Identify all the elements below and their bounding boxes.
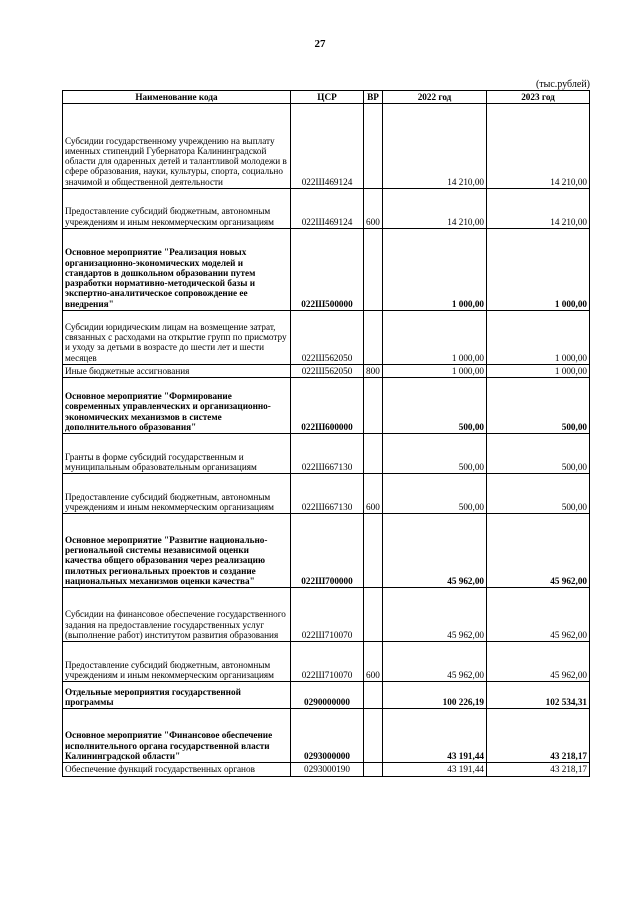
header-csr: ЦСР — [291, 91, 364, 104]
row-name: Иные бюджетные ассигнования — [63, 365, 291, 378]
table-row — [63, 434, 590, 474]
row-csr: 022Ш469124 — [291, 104, 364, 189]
row-vr — [364, 434, 383, 474]
row-name: Гранты в форме субсидий государственным и муниципальным образовательным организациям — [63, 434, 291, 474]
row-2023: 45 962,00 — [487, 642, 590, 682]
table-row — [63, 311, 590, 365]
table-row — [63, 474, 590, 514]
row-name: Субсидии государственному учреждению на выплату именных стипендий Губернатора Калининградской области для одаренных детей и талантливой молодежи в сфере образования, науки, культуры, спорта, социально значимой и общественной деятельности — [63, 104, 291, 189]
row-name: Субсидии юридическим лицам на возмещение затрат, связанных с расходами на открытие групп по присмотру и уходу за детьми в возрасте до шести лет и шести месяцев — [63, 311, 291, 365]
row-csr: 022Ш667130 — [291, 474, 364, 514]
row-2023: 500,00 — [487, 378, 590, 434]
row-name: Основное мероприятие "Формирование современных управленческих и организационно-экономических механизмов в системе дополнительного образования" — [63, 378, 291, 434]
row-vr: 600 — [364, 642, 383, 682]
row-csr: 022Ш710070 — [291, 588, 364, 642]
row-2023: 1 000,00 — [487, 311, 590, 365]
row-2023: 1 000,00 — [487, 229, 590, 311]
row-csr: 0290000000 — [291, 682, 364, 709]
row-vr — [364, 514, 383, 588]
row-vr — [364, 378, 383, 434]
row-name: Отдельные мероприятия государственной программы — [63, 682, 291, 709]
row-2022: 45 962,00 — [383, 514, 487, 588]
table-row — [63, 104, 590, 189]
row-csr: 022Ш562050 — [291, 311, 364, 365]
row-vr — [364, 311, 383, 365]
row-2023: 102 534,31 — [487, 682, 590, 709]
table-row — [63, 189, 590, 229]
row-csr: 022Ш667130 — [291, 434, 364, 474]
table-row — [63, 229, 590, 311]
row-vr — [364, 229, 383, 311]
header-2023: 2023 год — [487, 91, 590, 104]
row-2023: 500,00 — [487, 434, 590, 474]
header-2022: 2022 год — [383, 91, 487, 104]
row-vr — [364, 104, 383, 189]
row-2023: 45 962,00 — [487, 588, 590, 642]
budget-table — [62, 90, 590, 777]
row-2022: 14 210,00 — [383, 104, 487, 189]
row-name: Субсидии на финансовое обеспечение государственного задания на предоставление государственных услуг (выполнение работ) институтом развития образования — [63, 588, 291, 642]
row-name: Предоставление субсидий бюджетным, автономным учреждениям и иным некоммерческим организациям — [63, 189, 291, 229]
table-row — [63, 365, 590, 378]
header-name: Наименование кода — [63, 91, 291, 104]
row-csr: 022Ш710070 — [291, 642, 364, 682]
table-row — [63, 588, 590, 642]
row-2022: 500,00 — [383, 378, 487, 434]
row-csr: 022Ш469124 — [291, 189, 364, 229]
table-row — [63, 763, 590, 776]
table-row — [63, 682, 590, 709]
row-2023: 500,00 — [487, 474, 590, 514]
row-2022: 1 000,00 — [383, 311, 487, 365]
table-row — [63, 642, 590, 682]
row-csr: 022Ш600000 — [291, 378, 364, 434]
row-vr — [364, 763, 383, 776]
row-vr — [364, 588, 383, 642]
table-row — [63, 514, 590, 588]
row-name: Основное мероприятие "Финансовое обеспечение исполнительного органа государственной власти Калининградской области" — [63, 709, 291, 763]
row-vr — [364, 709, 383, 763]
row-2023: 1 000,00 — [487, 365, 590, 378]
table-row — [63, 709, 590, 763]
row-2022: 100 226,19 — [383, 682, 487, 709]
table-row — [63, 378, 590, 434]
row-2022: 45 962,00 — [383, 588, 487, 642]
row-name: Обеспечение функций государственных органов — [63, 763, 291, 776]
row-2023: 14 210,00 — [487, 104, 590, 189]
row-vr: 600 — [364, 474, 383, 514]
row-vr — [364, 682, 383, 709]
units-label: (тыс.рублей) — [535, 79, 590, 90]
row-2023: 14 210,00 — [487, 189, 590, 229]
row-2022: 14 210,00 — [383, 189, 487, 229]
row-name: Предоставление субсидий бюджетным, автономным учреждениям и иным некоммерческим организациям — [63, 474, 291, 514]
row-2022: 1 000,00 — [383, 229, 487, 311]
row-vr: 800 — [364, 365, 383, 378]
row-name: Основное мероприятие "Реализация новых организационно-экономических моделей и стандартов в дошкольном образовании путем разработки нормативно-методической базы и экспертно-аналитическое сопровождение ее внедрения" — [63, 229, 291, 311]
row-2022: 1 000,00 — [383, 365, 487, 378]
row-2022: 500,00 — [383, 474, 487, 514]
row-name: Предоставление субсидий бюджетным, автономным учреждениям и иным некоммерческим организациям — [63, 642, 291, 682]
row-2022: 45 962,00 — [383, 642, 487, 682]
row-name: Основное мероприятие "Развитие национально-региональной системы независимой оценки качества общего образования через реализацию пилотных региональных проектов и создание национальных механизмов оценки качества" — [63, 514, 291, 588]
row-2022: 43 191,44 — [383, 709, 487, 763]
row-vr: 600 — [364, 189, 383, 229]
header-vr: ВР — [364, 91, 383, 104]
row-2022: 500,00 — [383, 434, 487, 474]
row-2023: 45 962,00 — [487, 514, 590, 588]
row-csr: 022Ш500000 — [291, 229, 364, 311]
row-csr: 0293000190 — [291, 763, 364, 776]
row-csr: 022Ш700000 — [291, 514, 364, 588]
row-csr: 022Ш562050 — [291, 365, 364, 378]
row-2023: 43 218,17 — [487, 763, 590, 776]
row-csr: 0293000000 — [291, 709, 364, 763]
page-number: 27 — [314, 38, 326, 50]
row-2022: 43 191,44 — [383, 763, 487, 776]
row-2023: 43 218,17 — [487, 709, 590, 763]
table-header-row — [63, 91, 590, 104]
